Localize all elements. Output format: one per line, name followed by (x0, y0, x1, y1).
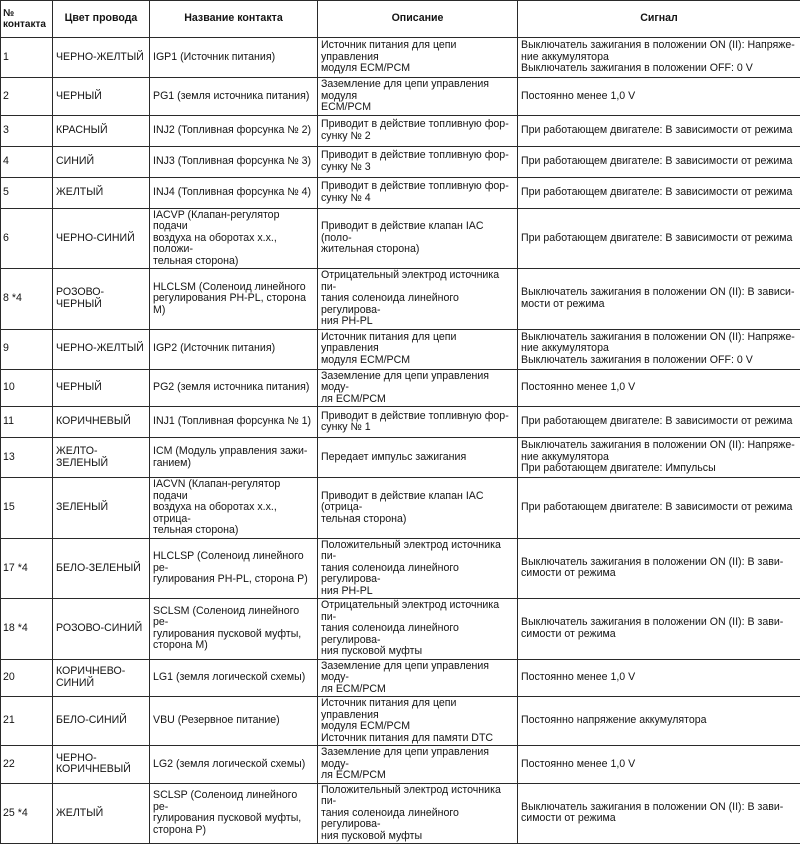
description-cell: Заземление для цепи управления моду- ля ECM/PCM (318, 746, 518, 784)
description-cell: Приводит в действие топливную фор- сунку № 1 (318, 407, 518, 438)
table-row (1, 438, 800, 478)
table-row (1, 177, 800, 208)
wire-color-cell: ЧЕРНЫЙ (53, 369, 150, 407)
wire-color-cell: СИНИЙ (53, 146, 150, 177)
description-cell: Приводит в действие топливную фор- сунку № 4 (318, 177, 518, 208)
table-row (1, 478, 800, 539)
signal-cell: Выключатель зажигания в положении ON (II): Напряже- ние аккумулятора Выключатель зажигания в положении OFF: 0 V (518, 329, 800, 369)
pin-number-cell: 4 (1, 146, 53, 177)
table-row (1, 78, 800, 116)
pin-number-cell: 3 (1, 115, 53, 146)
table-row (1, 208, 800, 269)
pin-number-cell: 1 (1, 38, 53, 78)
header-wire-color: Цвет провода (53, 1, 150, 38)
pin-number-cell: 25 *4 (1, 783, 53, 844)
pin-number-cell: 17 *4 (1, 538, 53, 599)
wire-color-cell: ЖЕЛТЫЙ (53, 783, 150, 844)
signal-cell: Выключатель зажигания в положении ON (II): В зави- симости от режима (518, 538, 800, 599)
wire-color-cell: ЧЕРНО- КОРИЧНЕВЫЙ (53, 746, 150, 784)
pin-name-cell: INJ1 (Топливная форсунка № 1) (150, 407, 318, 438)
wire-color-cell: ЖЕЛТО- ЗЕЛЕНЫЙ (53, 438, 150, 478)
description-cell: Заземление для цепи управления моду- ля ECM/PCM (318, 659, 518, 697)
pin-name-cell: INJ3 (Топливная форсунка № 3) (150, 146, 318, 177)
table-row (1, 369, 800, 407)
pin-name-cell: PG1 (земля источника питания) (150, 78, 318, 116)
pin-number-cell: 22 (1, 746, 53, 784)
pin-number-cell: 8 *4 (1, 269, 53, 330)
table-row (1, 329, 800, 369)
signal-cell: При работающем двигателе: В зависимости от режима (518, 208, 800, 269)
wire-color-cell: ЧЕРНО-СИНИЙ (53, 208, 150, 269)
pin-name-cell: IGP2 (Источник питания) (150, 329, 318, 369)
table-row (1, 599, 800, 660)
header-description: Описание (318, 1, 518, 38)
description-cell: Приводит в действие топливную фор- сунку № 2 (318, 115, 518, 146)
description-cell: Источник питания для цепи управления модуля ECM/PCM (318, 38, 518, 78)
table-row (1, 115, 800, 146)
table-row (1, 783, 800, 844)
pin-number-cell: 21 (1, 697, 53, 746)
signal-cell: Выключатель зажигания в положении ON (II): В зави- симости от режима (518, 783, 800, 844)
wire-color-cell: ЧЕРНО-ЖЕЛТЫЙ (53, 38, 150, 78)
header-pin-name: Название контакта (150, 1, 318, 38)
wire-color-cell: ЗЕЛЕНЫЙ (53, 478, 150, 539)
pin-name-cell: HLCLSM (Соленоид линейного регулирования PH-PL, сторона M) (150, 269, 318, 330)
signal-cell: При работающем двигателе: В зависимости от режима (518, 146, 800, 177)
description-cell: Положительный электрод источника пи- тания соленоида линейного регулирова- ния PH-PL (318, 538, 518, 599)
signal-cell: При работающем двигателе: В зависимости от режима (518, 407, 800, 438)
description-cell: Положительный электрод источника пи- тания соленоида линейного регулирова- ния пусковой муфты (318, 783, 518, 844)
signal-cell: При работающем двигателе: В зависимости от режима (518, 478, 800, 539)
wire-color-cell: РОЗОВО-СИНИЙ (53, 599, 150, 660)
table-row (1, 697, 800, 746)
description-cell: Приводит в действие топливную фор- сунку № 3 (318, 146, 518, 177)
table-row (1, 407, 800, 438)
pin-number-cell: 18 *4 (1, 599, 53, 660)
wire-color-cell: ЧЕРНО-ЖЕЛТЫЙ (53, 329, 150, 369)
pin-number-cell: 20 (1, 659, 53, 697)
wire-color-cell: ЧЕРНЫЙ (53, 78, 150, 116)
description-cell: Приводит в действие клапан IAC (отрица- тельная сторона) (318, 478, 518, 539)
signal-cell: Постоянно менее 1,0 V (518, 369, 800, 407)
description-cell: Заземление для цепи управления моду- ля ECM/PCM (318, 369, 518, 407)
pin-name-cell: LG2 (земля логической схемы) (150, 746, 318, 784)
wire-color-cell: КОРИЧНЕВЫЙ (53, 407, 150, 438)
pin-number-cell: 13 (1, 438, 53, 478)
wire-color-cell: БЕЛО-ЗЕЛЕНЫЙ (53, 538, 150, 599)
description-cell: Передает импульс зажигания (318, 438, 518, 478)
pin-name-cell: IACVP (Клапан-регулятор подачи воздуха на оборотах х.х., положи- тельная сторона) (150, 208, 318, 269)
signal-cell: Выключатель зажигания в положении ON (II): В зависи- мости от режима (518, 269, 800, 330)
pin-name-cell: VBU (Резервное питание) (150, 697, 318, 746)
table-row (1, 146, 800, 177)
signal-cell: Постоянно напряжение аккумулятора (518, 697, 800, 746)
wire-color-cell: ЖЕЛТЫЙ (53, 177, 150, 208)
pin-name-cell: SCLSP (Соленоид линейного ре- гулирования пусковой муфты, сторона P) (150, 783, 318, 844)
wire-color-cell: КРАСНЫЙ (53, 115, 150, 146)
signal-cell: При работающем двигателе: В зависимости от режима (518, 115, 800, 146)
table-row (1, 538, 800, 599)
pin-number-cell: 2 (1, 78, 53, 116)
pin-number-cell: 9 (1, 329, 53, 369)
signal-cell: Постоянно менее 1,0 V (518, 746, 800, 784)
header-signal: Сигнал (518, 1, 800, 38)
signal-cell: Постоянно менее 1,0 V (518, 659, 800, 697)
signal-cell: Выключатель зажигания в положении ON (II): Напряже- ние аккумулятора При работающем двигателе: Импульсы (518, 438, 800, 478)
description-cell: Источник питания для цепи управления модуля ECM/PCM (318, 329, 518, 369)
description-cell: Источник питания для цепи управления модуля ECM/PCM Источник питания для памяти DTC (318, 697, 518, 746)
pin-name-cell: IGP1 (Источник питания) (150, 38, 318, 78)
signal-cell: Выключатель зажигания в положении ON (II): Напряже- ние аккумулятора Выключатель зажигания в положении OFF: 0 V (518, 38, 800, 78)
signal-cell: При работающем двигателе: В зависимости от режима (518, 177, 800, 208)
table-row (1, 746, 800, 784)
pin-name-cell: SCLSM (Соленоид линейного ре- гулирования пусковой муфты, сторона M) (150, 599, 318, 660)
description-cell: Приводит в действие клапан IAC (поло- жительная сторона) (318, 208, 518, 269)
pin-name-cell: LG1 (земля логической схемы) (150, 659, 318, 697)
wire-color-cell: КОРИЧНЕВО- СИНИЙ (53, 659, 150, 697)
pin-name-cell: INJ2 (Топливная форсунка № 2) (150, 115, 318, 146)
pin-name-cell: ICM (Модуль управления зажи- ганием) (150, 438, 318, 478)
pin-number-cell: 10 (1, 369, 53, 407)
table-header-row (1, 1, 800, 38)
table-row (1, 38, 800, 78)
header-pin-number: № контакта (1, 1, 53, 38)
pin-name-cell: PG2 (земля источника питания) (150, 369, 318, 407)
description-cell: Отрицательный электрод источника пи- тания соленоида линейного регулирова- ния PH-PL (318, 269, 518, 330)
pin-name-cell: IACVN (Клапан-регулятор подачи воздуха на оборотах х.х., отрица- тельная сторона) (150, 478, 318, 539)
pin-number-cell: 5 (1, 177, 53, 208)
table-row (1, 659, 800, 697)
description-cell: Заземление для цепи управления модуля ECM/PCM (318, 78, 518, 116)
pin-number-cell: 6 (1, 208, 53, 269)
pin-number-cell: 15 (1, 478, 53, 539)
pin-number-cell: 11 (1, 407, 53, 438)
wire-color-cell: РОЗОВО- ЧЕРНЫЙ (53, 269, 150, 330)
wire-color-cell: БЕЛО-СИНИЙ (53, 697, 150, 746)
description-cell: Отрицательный электрод источника пи- тания соленоида линейного регулирова- ния пусковой муфты (318, 599, 518, 660)
pin-name-cell: HLCLSP (Соленоид линейного ре- гулирования PH-PL, сторона P) (150, 538, 318, 599)
pin-name-cell: INJ4 (Топливная форсунка № 4) (150, 177, 318, 208)
table-row (1, 269, 800, 330)
signal-cell: Постоянно менее 1,0 V (518, 78, 800, 116)
signal-cell: Выключатель зажигания в положении ON (II): В зави- симости от режима (518, 599, 800, 660)
